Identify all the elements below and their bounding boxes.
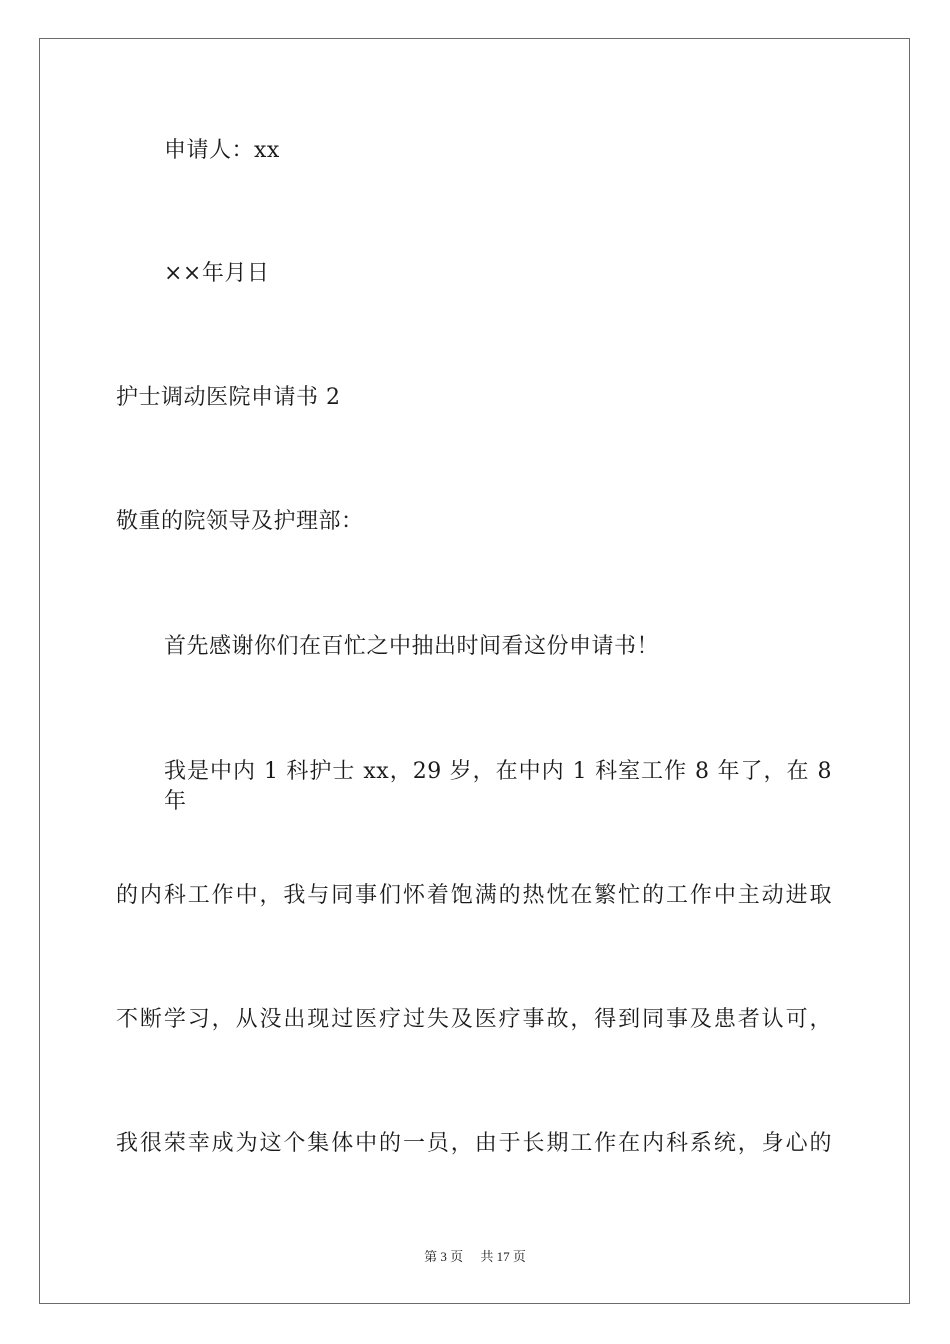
page-total: 共 17 页 (480, 1249, 526, 1264)
section-title: 护士调动医院申请书 2 (116, 385, 341, 410)
body-paragraph-line: 我很荣幸成为这个集体中的一员，由于长期工作在内科系统，身心的 (116, 1131, 832, 1156)
salutation: 敬重的院领导及护理部： (116, 509, 364, 534)
body-paragraph-line: 不断学习，从没出现过医疗过失及医疗事故，得到同事及患者认可， (116, 1007, 832, 1032)
page-number: 第 3 页 (424, 1249, 464, 1264)
date-line: ××年月日 (164, 261, 270, 286)
page-border (39, 38, 910, 1304)
body-paragraph-line: 首先感谢你们在百忙之中抽出时间看这份申请书！ (164, 634, 660, 659)
page-footer (0, 1248, 950, 1266)
body-paragraph-line: 我是中内 1 科护士 xx，29 岁，在中内 1 科室工作 8 年了，在 8 年 (164, 759, 832, 814)
applicant-line: 申请人：xx (164, 138, 280, 163)
body-paragraph-line: 的内科工作中，我与同事们怀着饱满的热忱在繁忙的工作中主动进取 (116, 883, 832, 908)
